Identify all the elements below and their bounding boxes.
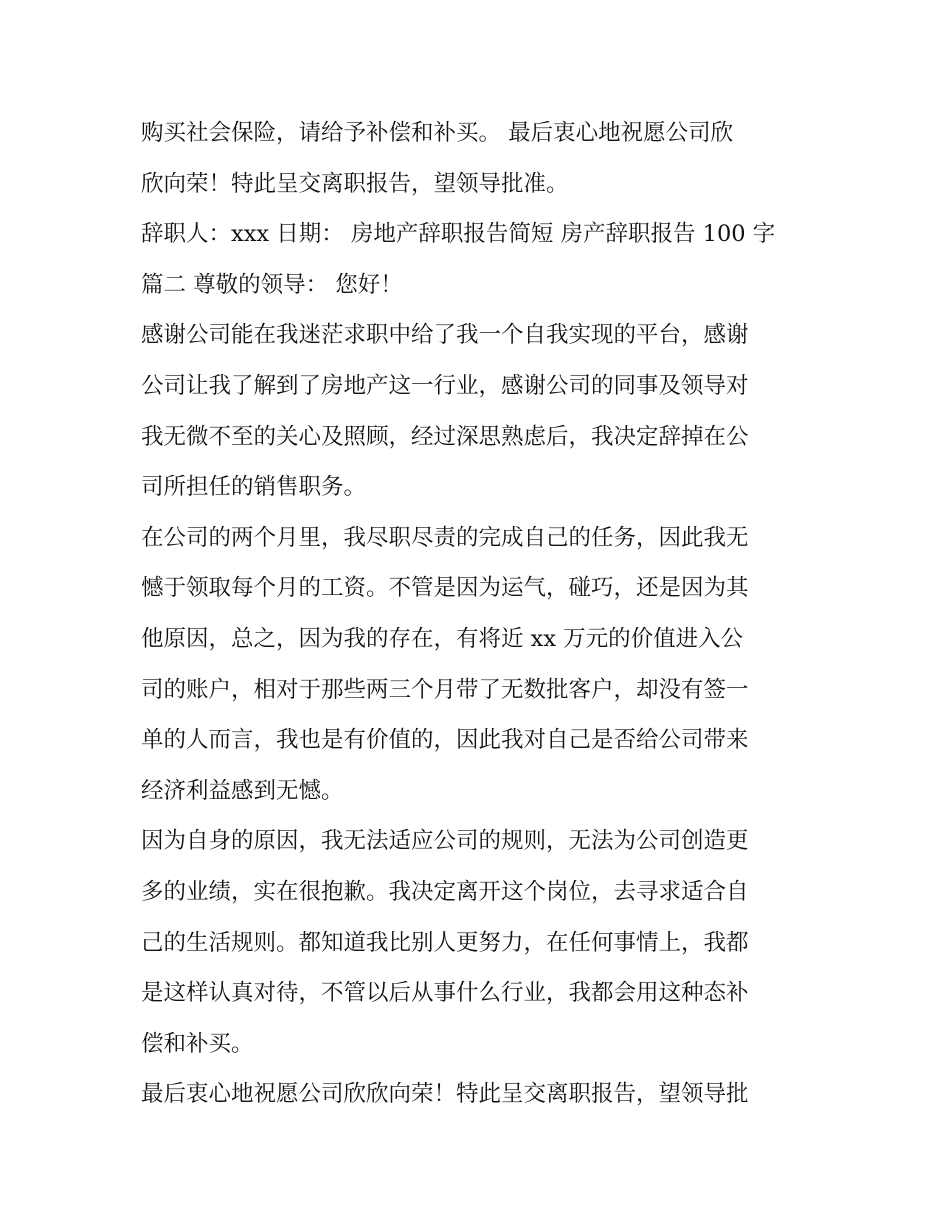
text-line: 单的人而言，我也是有价值的，因此我对自己是否给公司带来 bbox=[141, 727, 749, 754]
paragraph-closing-wishes bbox=[141, 108, 813, 209]
text-line: 感谢公司能在我迷茫求职中给了我一个自我实现的平台，感谢 bbox=[141, 322, 749, 349]
text-line: 司所担任的销售职务。 bbox=[141, 474, 367, 501]
text-line: 因为自身的原因，我无法适应公司的规则，无法为公司创造更 bbox=[141, 828, 749, 855]
document-body bbox=[141, 108, 813, 1120]
text-line: 欣向荣！特此呈交离职报告，望领导批准。 bbox=[141, 170, 569, 197]
text-line: 己的生活规则。都知道我比别人更努力，在任何事情上，我都 bbox=[141, 929, 749, 956]
text-line: 购买社会保险，请给予补偿和补买。 最后衷心地祝愿公司欣 bbox=[141, 120, 734, 146]
text-line: 公司让我了解到了房地产这一行业，感谢公司的同事及领导对 bbox=[141, 372, 749, 399]
text-line: 在公司的两个月里，我尽职尽责的完成自己的任务，因此我无 bbox=[141, 524, 749, 551]
text-line: 他原因，总之，因为我的存在，有将近 xx 万元的价值进入公 bbox=[141, 625, 744, 652]
text-line: 憾于领取每个月的工资。不管是因为运气，碰巧，还是因为其 bbox=[141, 575, 749, 602]
text-line: 篇二 尊敬的领导： 您好！ bbox=[141, 271, 403, 298]
text-line: 最后衷心地祝愿公司欣欣向荣！特此呈交离职报告，望领导批 bbox=[141, 1081, 749, 1108]
paragraph-contribution bbox=[141, 513, 813, 817]
text-line: 是这样认真对待，不管以后从事什么行业，我都会用这种态补 bbox=[141, 980, 749, 1007]
paragraph-signature-heading bbox=[141, 209, 813, 310]
text-line: 多的业绩，实在很抱歉。我决定离开这个岗位，去寻求适合自 bbox=[141, 878, 749, 905]
paragraph-gratitude bbox=[141, 310, 813, 512]
paragraph-final-wishes bbox=[141, 1069, 813, 1120]
text-line: 司的账户，相对于那些两三个月带了无数批客户，却没有签一 bbox=[141, 676, 749, 703]
text-line: 经济利益感到无憾。 bbox=[141, 777, 344, 804]
text-line: 辞职人：xxx 日期： 房地产辞职报告简短 房产辞职报告 100 字 bbox=[141, 221, 776, 248]
text-line: 偿和补买。 bbox=[141, 1030, 254, 1057]
text-line: 我无微不至的关心及照顾，经过深思熟虑后，我决定辞掉在公 bbox=[141, 423, 749, 450]
paragraph-reason bbox=[141, 816, 813, 1069]
